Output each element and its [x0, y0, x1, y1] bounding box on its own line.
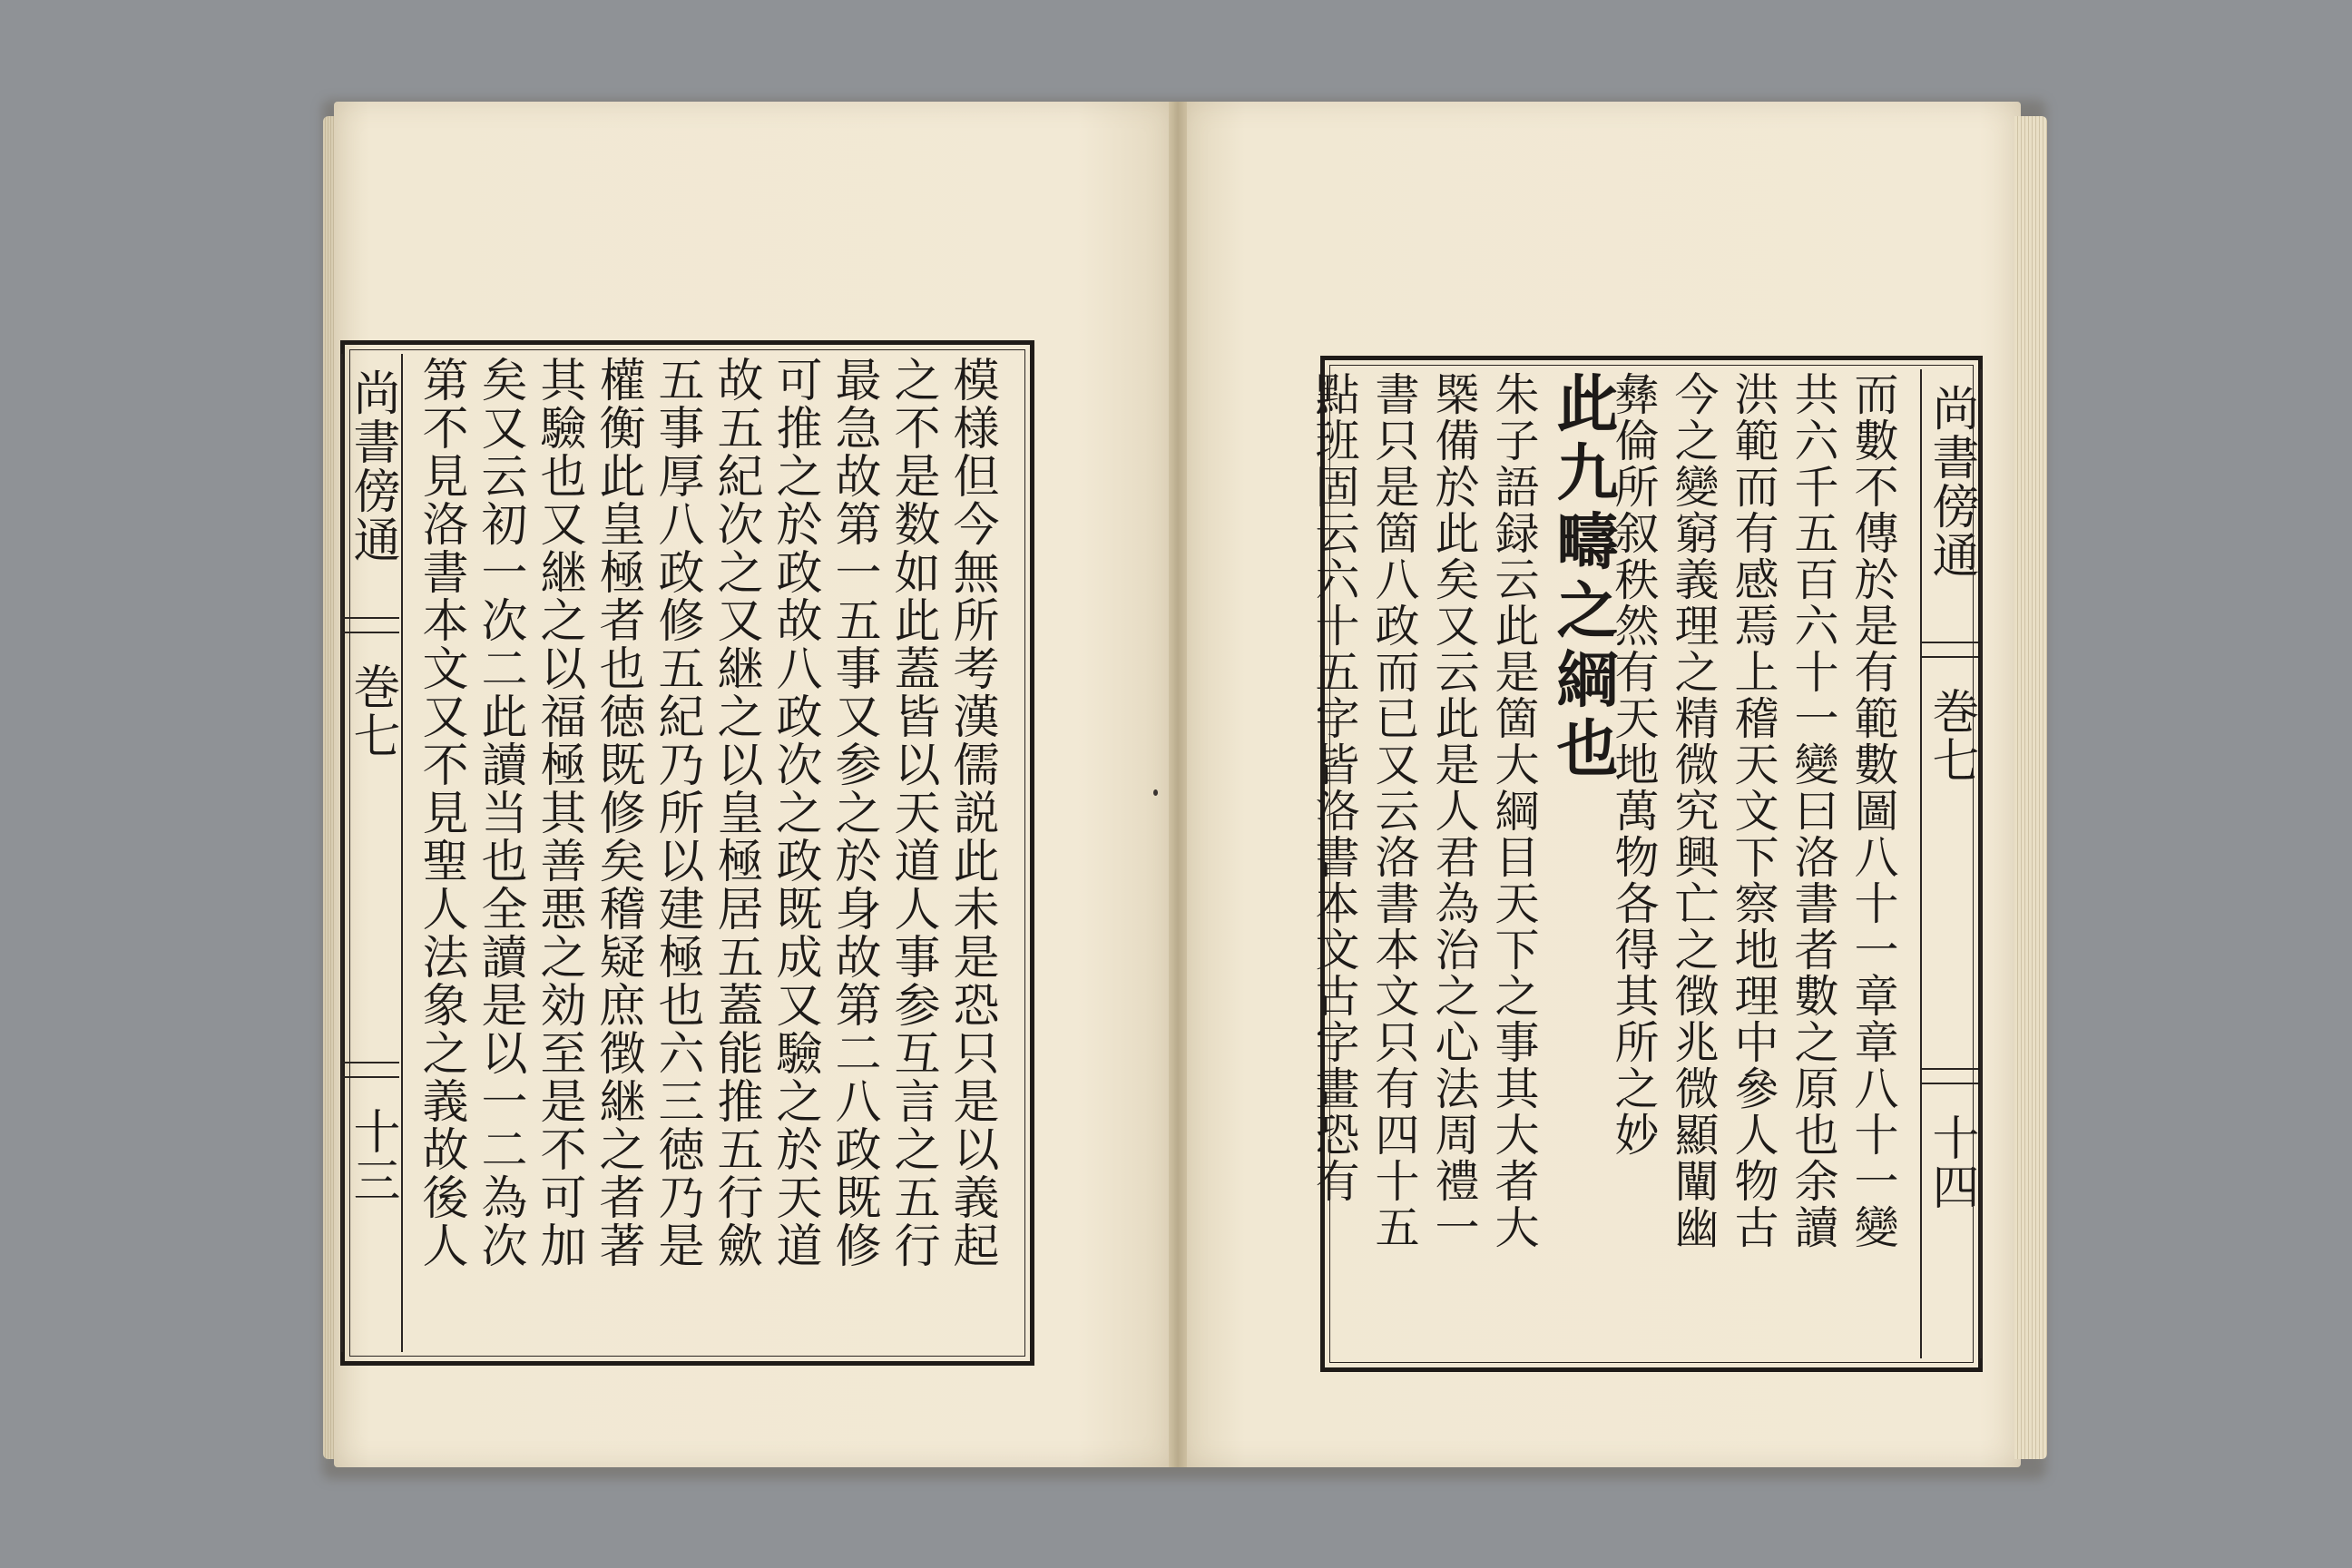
column-text: 模様但今無所考漢儒説此未是恐只是以義起: [945, 356, 998, 1269]
column-text: 矣又云初一次二此讀当也全讀是以一二為次: [473, 356, 526, 1269]
book-gutter: [1169, 102, 1187, 1467]
right-fish-tail-upper: [1920, 642, 1978, 658]
right-page-column: [1488, 371, 1552, 1250]
right-page-column: [1308, 371, 1372, 1204]
right-banshin-folio: 十四: [1924, 1113, 1978, 1211]
binding-mark: [1153, 789, 1158, 796]
column-text: 此九疇之綱也: [1546, 371, 1619, 785]
right-banshin-volume: 巻七: [1924, 687, 1978, 785]
left-banshin-volume: 巻七: [345, 662, 399, 760]
right-page-column: [1368, 371, 1432, 1250]
right-page-column: [1788, 371, 1851, 1250]
left-page-frame: [340, 340, 1034, 1366]
column-text: 權衡此皇極者也徳既修矣稽疑庶徴継之者著: [591, 356, 644, 1269]
left-page-column: [886, 356, 948, 1269]
left-fish-tail-lower: [341, 1062, 399, 1078]
column-text: 五事厚八政修五紀乃所以建極也六三徳乃是: [650, 356, 703, 1269]
column-text: 槩備於此矣又云此是人君為治之心法周禮一: [1428, 371, 1480, 1250]
column-text: 彝倫所叙秩然有天地萬物各得其所之妙: [1608, 371, 1660, 1158]
left-banshin-title: 尚書傍通: [345, 368, 399, 564]
column-text: 朱子語録云此是箇大綱目天下之事其大者大: [1488, 371, 1540, 1250]
column-text: 故五紀次之又継之以皇極居五蓋能推五行歛: [709, 356, 762, 1269]
left-page-column: [945, 356, 1007, 1269]
column-text: 洪範而有感焉上稽天文下察地理中參人物古: [1728, 371, 1779, 1250]
column-text: 最急故第一五事又参之於身故第二八政既修: [827, 356, 880, 1269]
column-text: 書只是箇八政而已又云洛書本文只有四十五: [1368, 371, 1420, 1250]
left-banshin-folio: 十三: [345, 1107, 399, 1205]
right-page-column: [1847, 371, 1911, 1250]
column-text: 其驗也又継之以福極其善悪之効至是不可加: [532, 356, 585, 1269]
right-banshin-title: 尚書傍通: [1924, 384, 1978, 580]
left-page-column: [650, 356, 712, 1269]
left-page-column: [709, 356, 771, 1269]
right-page-column: [1608, 371, 1671, 1158]
column-text: 可推之於政故八政次之政既成又驗之於天道: [768, 356, 821, 1269]
right-page-column: [1668, 371, 1731, 1250]
right-page-column: [1546, 371, 1619, 785]
left-fish-tail-upper: [341, 617, 399, 633]
column-text: 今之變窮義理之精微究興亡之徴兆微顯闡幽: [1668, 371, 1720, 1250]
right-page-edges: [2014, 116, 2047, 1459]
column-text: 而數不傳於是有範數圖八十一章章八十一變: [1847, 371, 1899, 1250]
left-page-column: [768, 356, 830, 1269]
left-page-column: [591, 356, 653, 1269]
left-page-column: [473, 356, 535, 1269]
right-page-column: [1428, 371, 1492, 1250]
left-page-column: [532, 356, 594, 1269]
column-text: 第不見洛書本文又不見聖人法象之義故後人: [414, 356, 467, 1269]
left-page-column: [414, 356, 476, 1269]
right-page-frame: [1308, 356, 1983, 1372]
right-fish-tail-lower: [1920, 1068, 1978, 1084]
right-page-column: [1728, 371, 1791, 1250]
left-page-column: [827, 356, 889, 1269]
right-banshin: [1920, 369, 1982, 1358]
column-text: 共六千五百六十一變曰洛書者數之原也余讀: [1788, 371, 1839, 1250]
column-text: 點班固云六十五字皆洛書本文古字畫恐有: [1308, 371, 1360, 1204]
left-banshin: [341, 354, 403, 1352]
column-text: 之不是数如此蓋皆以天道人事参互言之五行: [886, 356, 939, 1269]
